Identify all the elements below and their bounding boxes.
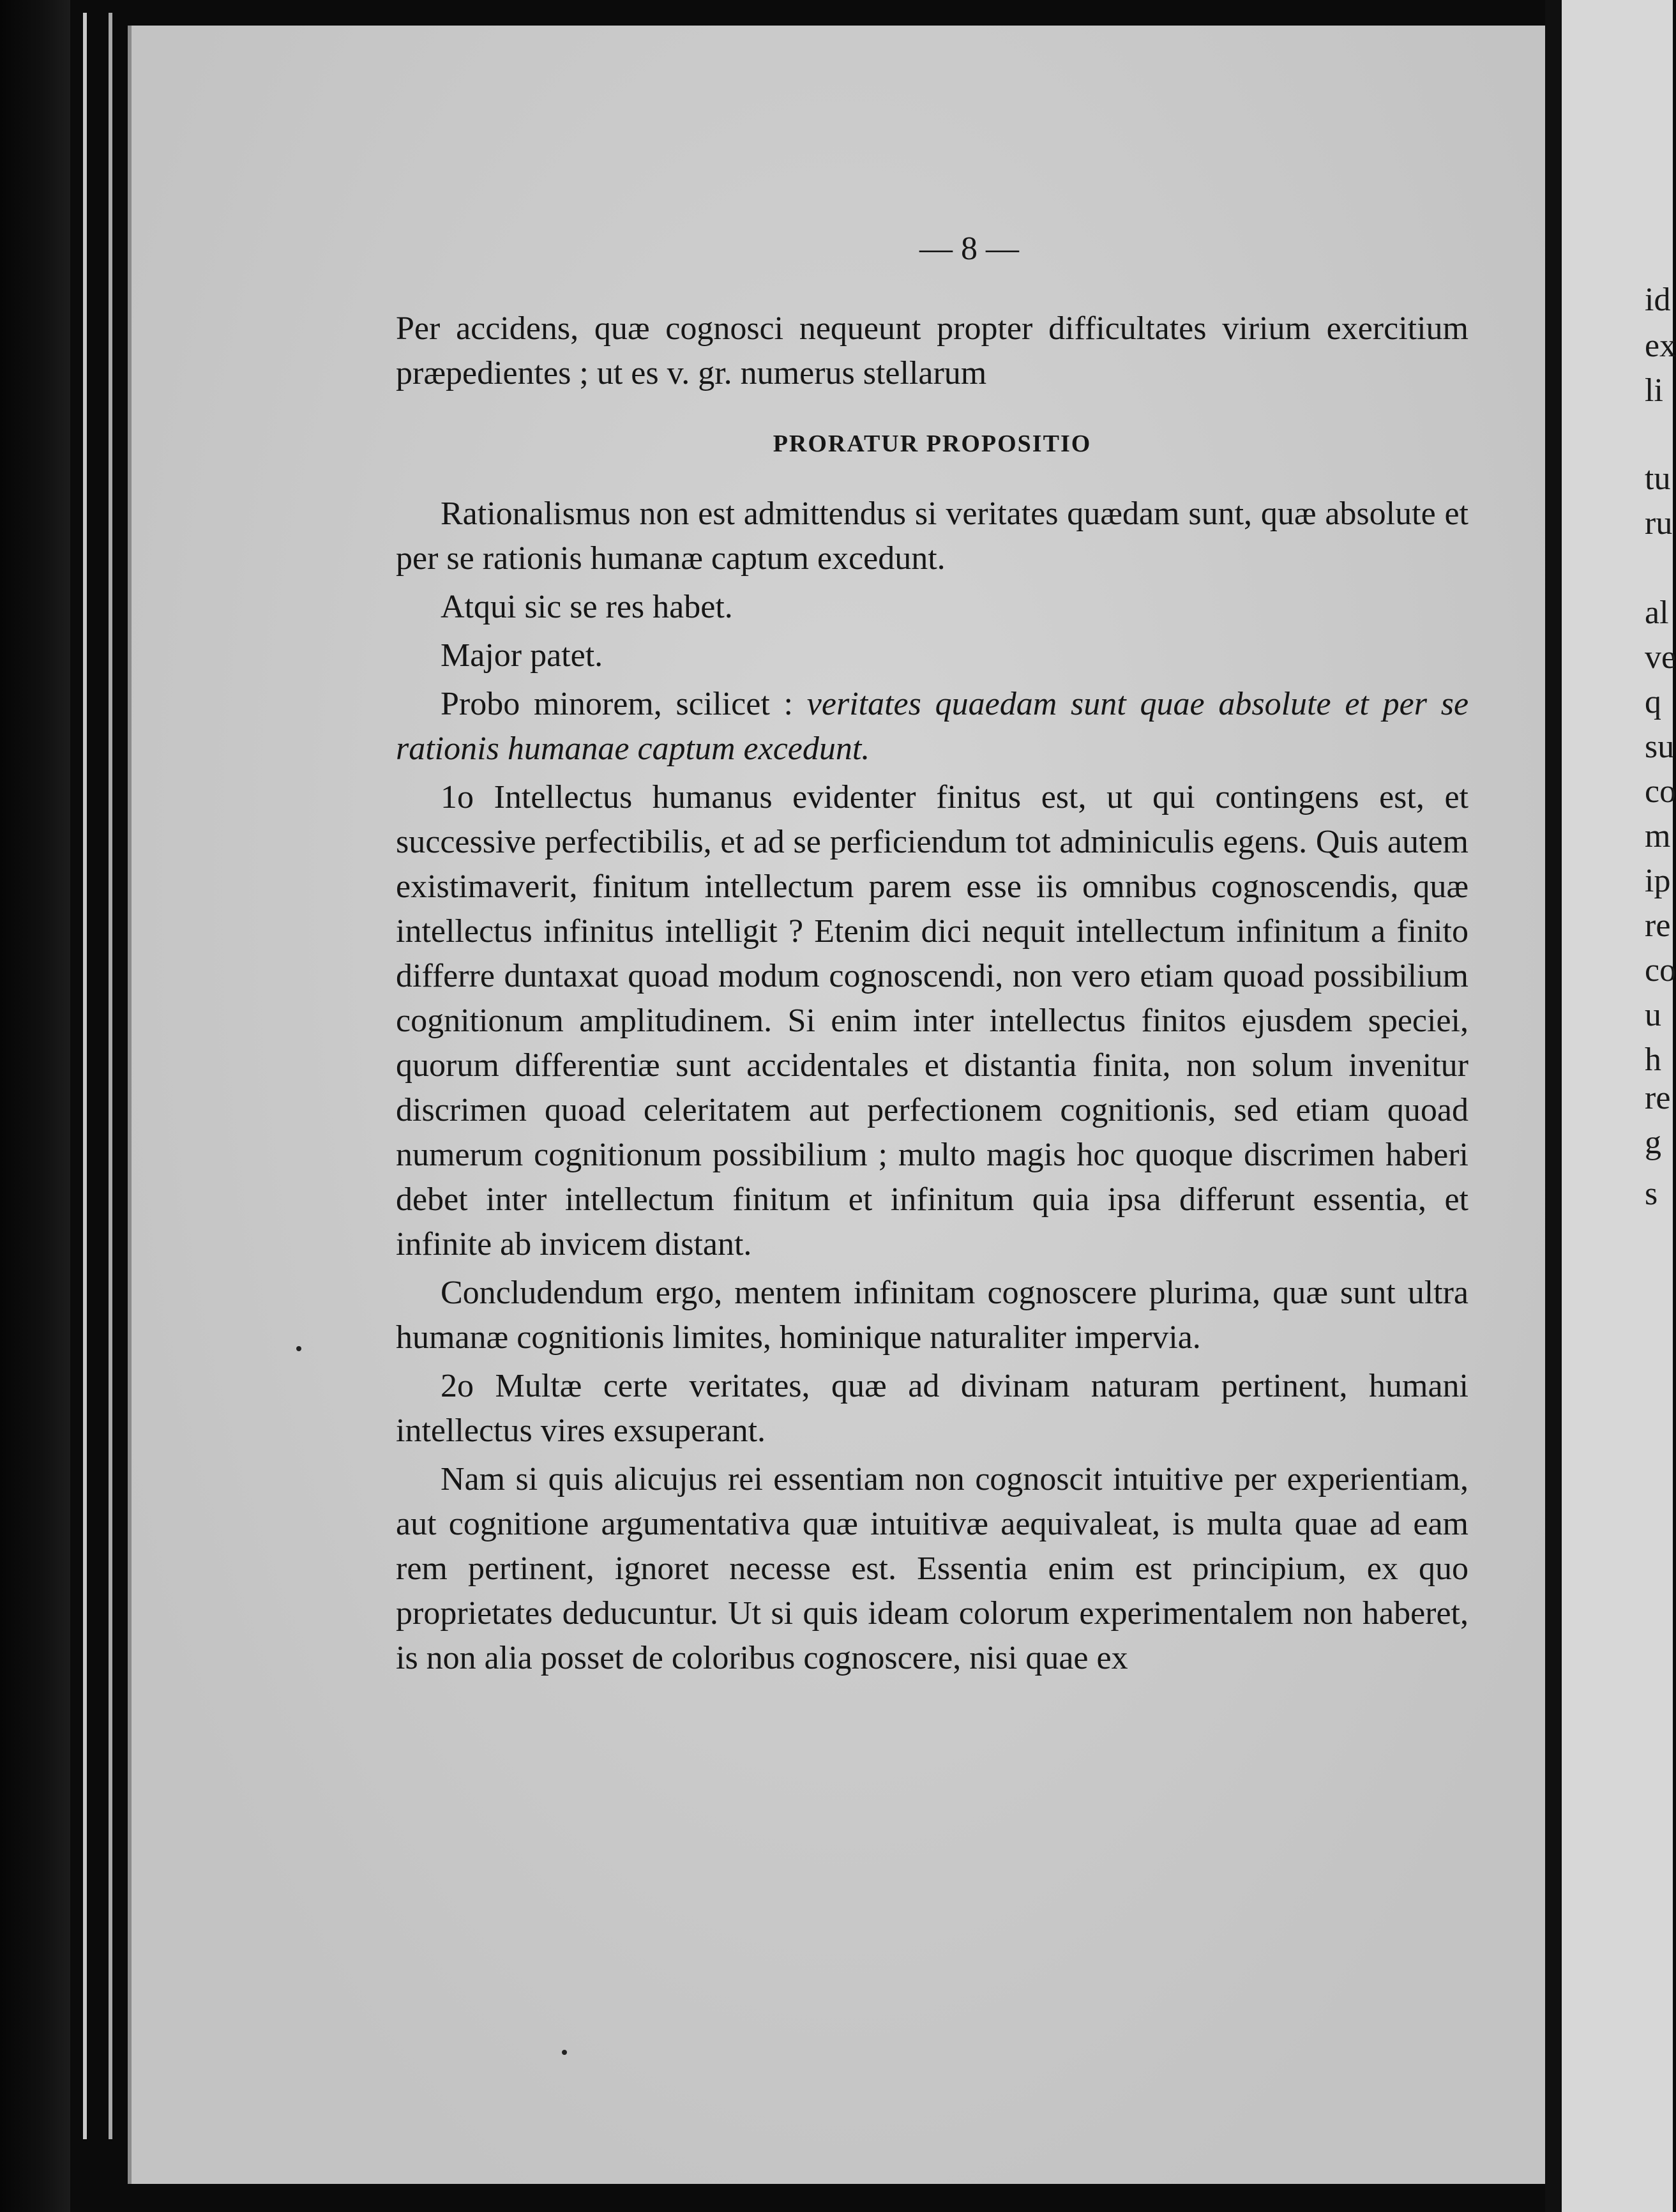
adjacent-line-fragment: m <box>1645 818 1671 854</box>
scanner-edge <box>0 0 70 2212</box>
paragraph <box>396 682 1468 771</box>
ink-speck <box>296 1346 301 1351</box>
page-stack-edge <box>83 13 87 2139</box>
page-text <box>396 230 1468 1681</box>
adjacent-line-fragment: h <box>1645 1042 1661 1078</box>
paragraph: Concludendum ergo, mentem infinitam cognoscere plurima, quæ sunt ultra humanæ cognitionis limites, hominique naturaliter impervia. <box>396 1275 1468 1356</box>
adjacent-line-fragment: ru <box>1645 505 1673 542</box>
adjacent-line-fragment: u <box>1645 997 1661 1033</box>
adjacent-line-fragment: re <box>1645 1080 1671 1116</box>
adjacent-line-fragment: id <box>1645 282 1671 318</box>
minor-italic: veritates quaedam sunt quae absolute et per se rationis humanae captum excedunt. <box>396 686 1469 767</box>
page-stack-edge <box>109 13 112 2139</box>
adjacent-line-fragment: q <box>1645 684 1661 720</box>
adjacent-line-fragment: re <box>1645 907 1671 944</box>
paragraph: Major patet. <box>441 637 603 674</box>
intro-text: Per accidens, quæ cognosci nequeunt propter difficultates virium exercitium præpedientes ; ut es v. gr. numerus stellarum <box>396 310 1468 391</box>
adjacent-line-fragment: su <box>1645 729 1675 765</box>
page-number: — 8 — <box>919 231 1019 267</box>
paragraph: Rationalismus non est admittendus si veritates quædam sunt, quæ absolute et per se rationis humanæ captum excedunt. <box>396 496 1468 577</box>
adjacent-page <box>1562 0 1676 2212</box>
paragraph: Atqui sic se res habet. <box>441 589 733 625</box>
adjacent-line-fragment: s <box>1645 1176 1658 1212</box>
adjacent-line-fragment: co <box>1645 952 1676 989</box>
minor-lead: Probo minorem, scilicet : <box>441 686 794 722</box>
adjacent-line-fragment: ve <box>1645 639 1676 676</box>
adjacent-line-fragment: co <box>1645 773 1676 810</box>
adjacent-line-fragment: ex <box>1645 328 1676 364</box>
book-gutter <box>1545 0 1562 2212</box>
adjacent-line-fragment: tu <box>1645 460 1671 497</box>
section-heading: PRORATUR PROPOSITIO <box>773 430 1092 457</box>
ink-speck <box>562 2050 567 2055</box>
adjacent-line-fragment: ip <box>1645 863 1671 899</box>
adjacent-line-fragment: li <box>1645 372 1663 409</box>
paragraph: 2o Multæ certe veritates, quæ ad divinam naturam pertinent, humani intellectus vires exsuperant. <box>396 1368 1468 1449</box>
paragraph: Nam si quis alicujus rei essentiam non cognoscit intuitive per experientiam, aut cognitione argumentativa quæ intuitivæ aequivaleat, is multa quae ad eam rem pertinent, ignoret necesse est. Essentia enim est principium, ex quo proprietates deducuntur. Ut si quis ideam colorum experimentalem non haberet, is non alia posset de coloribus cognoscere, nisi quae ex <box>396 1461 1468 1676</box>
paragraph: 1o Intellectus humanus evidenter finitus est, ut qui contingens est, et successive perfectibilis, et ad se perficiendum tot adminiculis egens. Quis autem existimaverit, finitum intellectum parem esse iis omnibus cognoscendis, quæ intellectus infinitus intelligit ? Etenim dici nequit intellectum infinitum a finito differre duntaxat quoad modum cognoscendi, non vero etiam quoad possibilium cognitionum amplitudinem. Si enim inter intellectus finitos ejusdem speciei, quorum differentiæ sunt accidentales et distantia finita, non solum invenitur discrimen quoad celeritatem aut perfectionem cognitionis, sed etiam quoad numerum cognitionum possibilium ; multo magis hoc quoque discrimen haberi debet inter intellectum finitum et infinitum quia ipsa differunt essentia, et infinite ab invicem distant. <box>396 779 1468 1262</box>
adjacent-line-fragment: al <box>1645 595 1669 631</box>
adjacent-line-fragment: g <box>1645 1125 1661 1161</box>
